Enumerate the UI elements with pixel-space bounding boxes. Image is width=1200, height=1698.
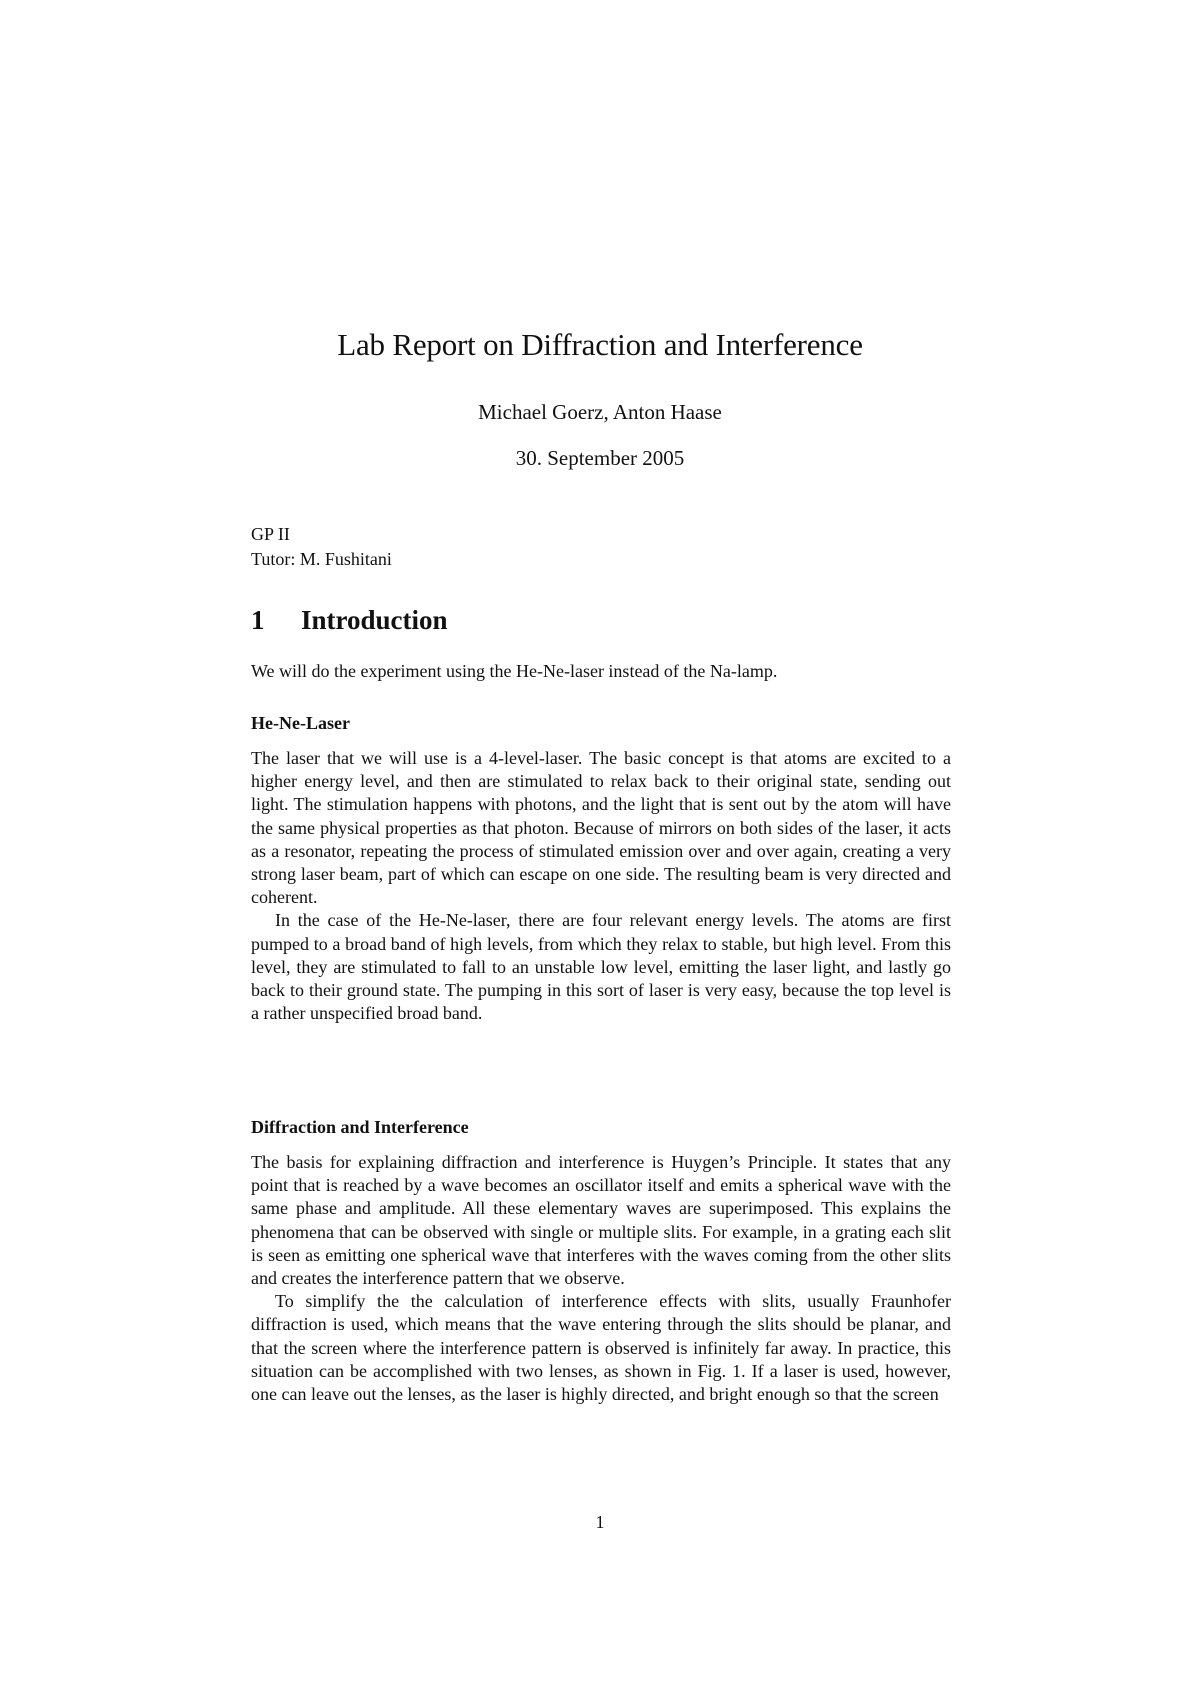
section-title: Introduction <box>301 605 448 635</box>
introduction-text: We will do the experiment using the He-Ne-laser instead of the Na-lamp. <box>251 661 778 681</box>
section-heading-introduction <box>251 603 951 637</box>
page-title: Lab Report on Diffraction and Interference <box>337 327 863 362</box>
paragraph: The basis for explaining diffraction and interference is Huygen’s Principle. It states that any point that is reached by a wave becomes an oscillator itself and emits a spherical wave with the same phase and amplitude. All these elementary waves are superimposed. This explains the phenomena that can be observed with single or multiple slits. For example, in a grating each slit is seen as emitting one spherical wave that interferes with the waves coming from the other slits and creates the interference pattern that we observe. <box>251 1152 951 1289</box>
subsection-heading-he-ne-laser: He-Ne-Laser <box>251 713 350 733</box>
page-number: 1 <box>595 1512 605 1532</box>
subsection-heading-diffraction-interference: Diffraction and Interference <box>251 1117 469 1137</box>
document-date: 30. September 2005 <box>515 446 685 470</box>
authors: Michael Goerz, Anton Haase <box>478 400 722 424</box>
he-ne-laser-body <box>251 747 951 1025</box>
section-number: 1 <box>251 605 265 635</box>
diffraction-body <box>251 1151 951 1406</box>
paragraph: To simplify the the calculation of interference effects with slits, usually Fraunhofer diffraction is used, which means that the wave entering through the slits should be planar, and that the screen where the interference pattern is observed is infinitely far away. In practice, this situation can be accomplished with two lenses, as shown in Fig. 1. If a laser is used, however, one can leave out the lenses, as the laser is highly directed, and bright enough so that the screen <box>251 1291 951 1405</box>
paragraph: In the case of the He-Ne-laser, there are four relevant energy levels. The atoms are first pumped to a broad band of high levels, from which they relax to stable, but high level. From this level, they are stimulated to fall to an unstable low level, emitting the laser light, and lastly go back to their ground state. The pumping in this sort of laser is very easy, because the top level is a rather unspecified broad band. <box>251 910 951 1024</box>
paragraph: The laser that we will use is a 4-level-laser. The basic concept is that atoms are excited to a higher energy level, and then are stimulated to relax back to their original state, sending out light. The stimulation happens with photons, and the light that is sent out by the atom will have the same physical properties as that photon. Because of mirrors on both sides of the laser, it acts as a resonator, repeating the process of stimulated emission over and over again, creating a very strong laser beam, part of which can escape on one side. The resulting beam is very directed and coherent. <box>251 748 951 908</box>
tutor-label: Tutor: M. Fushitani <box>251 549 392 569</box>
course-label: GP II <box>251 524 290 544</box>
